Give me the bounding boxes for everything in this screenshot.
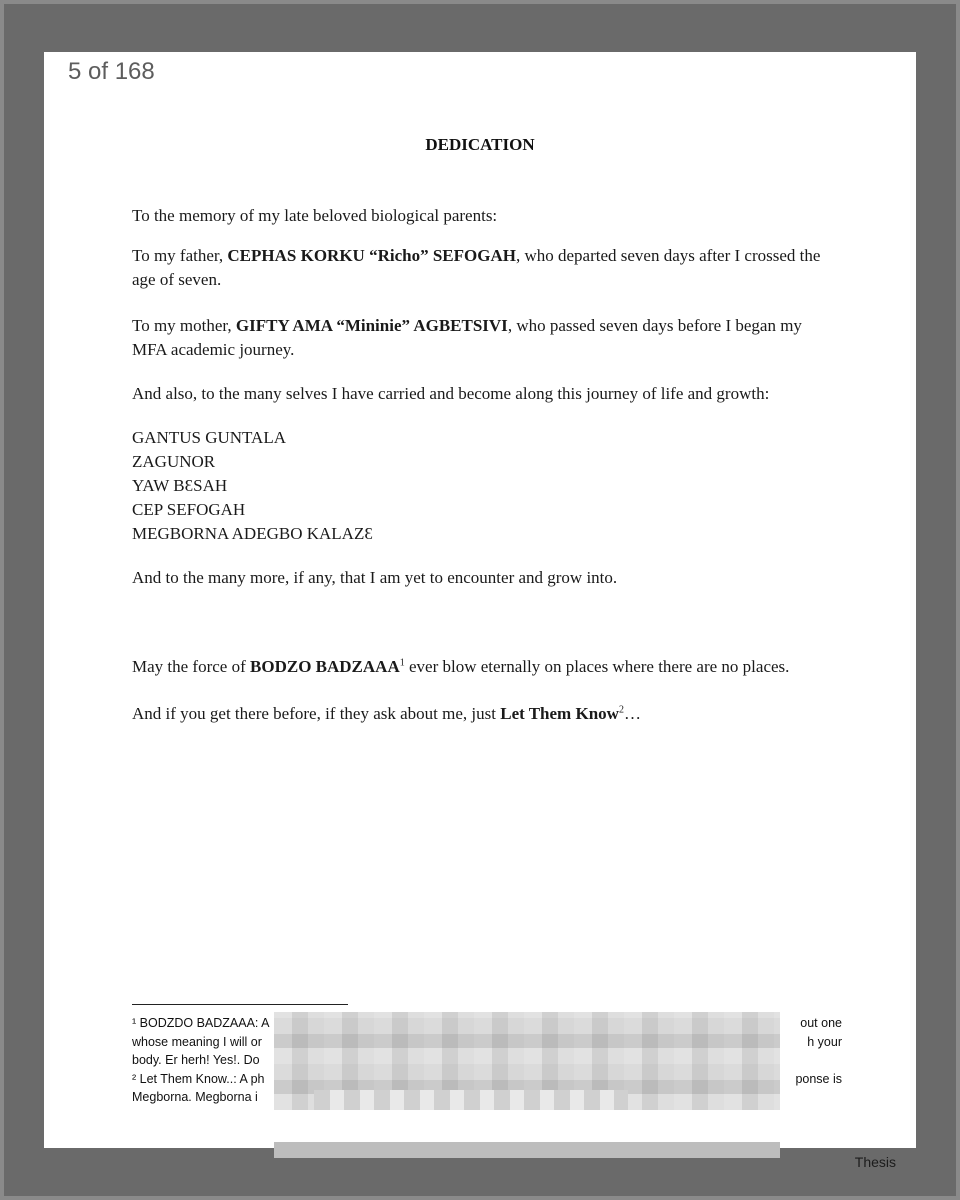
list-item: MEGBORNA ADEGBO KALAZƐ xyxy=(132,524,373,543)
more-selves-text: And to the many more, if any, that I am yet to encounter and grow into. xyxy=(132,568,618,587)
list-item: CEP SEFOGAH xyxy=(132,500,246,519)
footnote-1-text: ¹ BODZDO BADZAAA: A xyxy=(132,1016,270,1030)
closing-name: Let Them Know xyxy=(500,704,619,723)
list-item: YAW BƐSAH xyxy=(132,476,228,495)
footnote-2-text: Megborna. Megborna i xyxy=(132,1090,258,1104)
footnote-ref-2[interactable]: 2 xyxy=(618,704,624,716)
footnote-ref-1[interactable]: 1 xyxy=(399,657,405,669)
footnote-1-text: body. Er herh! Yes!. Do xyxy=(132,1053,260,1067)
mother-rest: , who passed seven days before I began my MFA academic journey. xyxy=(132,316,802,359)
force-name: BODZO BADZAAA xyxy=(250,657,400,676)
closing-rest: … xyxy=(623,704,641,723)
page-counter: 5 of 168 xyxy=(68,58,155,85)
dedication-mother xyxy=(132,314,840,362)
document-tag: Thesis xyxy=(854,1154,896,1170)
list-item: ZAGUNOR xyxy=(132,452,216,471)
force-rest: ever blow eternally on places where there are no places. xyxy=(404,657,790,676)
redaction-bar xyxy=(274,1142,780,1158)
document-page xyxy=(44,52,916,1148)
selves-list xyxy=(132,426,373,546)
footnote-1-text: whose meaning I will or xyxy=(132,1034,262,1049)
footnote-1-tail: out one xyxy=(800,1016,842,1030)
footnote-1-tail: h your xyxy=(807,1034,842,1049)
force-line xyxy=(132,655,840,679)
force-lead: May the force of xyxy=(132,657,251,676)
page-title: DEDICATION xyxy=(425,135,535,154)
dedication-father xyxy=(132,244,840,292)
father-name: CEPHAS KORKU “Richo” SEFOGAH xyxy=(227,246,516,265)
closing-lead: And if you get there before, if they ask about me, just xyxy=(132,704,501,723)
list-item: GANTUS GUNTALA xyxy=(132,428,286,447)
selves-intro: And also, to the many selves I have carried and become along this journey of life and growth: xyxy=(132,384,770,403)
footnote-2-text: ² Let Them Know..: A ph xyxy=(132,1071,265,1086)
dedication-intro: To the memory of my late beloved biological parents: xyxy=(132,206,498,225)
closing-line xyxy=(132,702,840,726)
mother-name: GIFTY AMA “Mininie” AGBETSIVI xyxy=(235,316,508,335)
father-rest: , who departed seven days after I crossed the age of seven. xyxy=(132,246,821,289)
footnote-2-tail: ponse is xyxy=(795,1071,842,1086)
mother-lead: To my mother, xyxy=(132,316,236,335)
redaction-pixelation-tail xyxy=(314,1090,628,1110)
footnote-separator xyxy=(132,1004,348,1005)
father-lead: To my father, xyxy=(132,246,228,265)
